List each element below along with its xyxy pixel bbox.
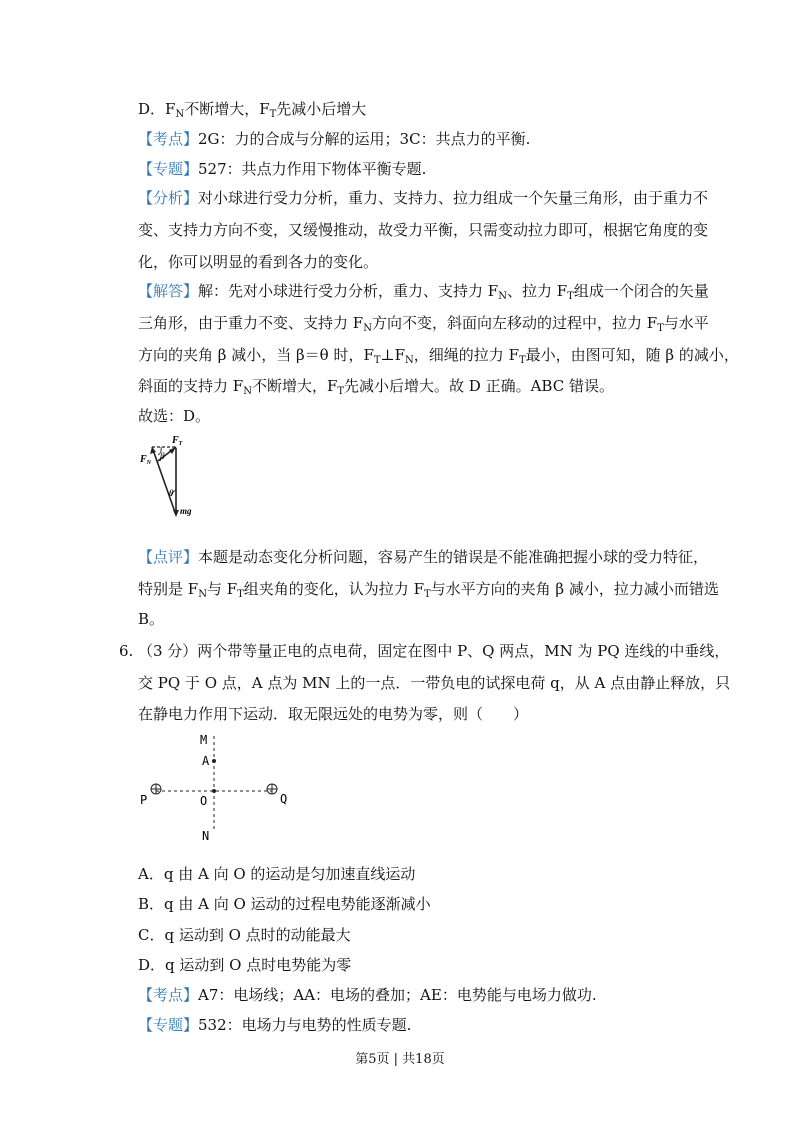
q6-option-b: B．q 由 A 向 O 运动的过程电势能逐渐减小 [138,895,431,913]
zhuanti-line: 【专题】527：共点力作用下物体平衡专题. [138,160,427,178]
jieda-line-3: 方向的夹角 β 减小，当 β＝θ 时，$F_T\perp F_N$，细绳的拉力 $F_T$最小，由图可知，随 β 的减小， [138,346,739,366]
charge-diagram [136,728,306,848]
mg-label: mg [180,506,192,516]
dianping-line-1: 【点评】本题是动态变化分析问题，容易产生的错误是不能准确把握小球的受力特征， [138,548,709,566]
q6-option-d: D．q 运动到 O 点时电势能为零 [138,956,352,974]
charge-p [151,784,161,794]
kaodian-line: 【考点】2G：力的合成与分解的运用；3C：共点力的平衡. [138,130,531,148]
label-p: P [140,793,148,807]
beta-label: β [160,451,165,461]
q6-stem-3: 在静电力作用下运动．取无限远处的电势为零，则（ ） [138,705,529,723]
label-n: N [202,829,210,843]
theta-label: θ [169,488,174,498]
q6-zhuanti-tag: 【专题】 [138,1016,199,1034]
q6-stem-1: （3 分）两个带等量正电的点电荷，固定在图中 P、Q 两点，MN 为 PQ 连线的中垂线， [138,642,730,660]
fenxi-line-2: 变、支持力方向不变，又缓慢推动，故受力平衡，只需变动拉力即可，根据它角度的变 [138,221,709,239]
point-a [212,759,216,763]
q6-option-c: C．q 运动到 O 点时的动能最大 [138,926,351,944]
q6-kaodian-line: 【考点】A7：电场线；AA：电场的叠加；AE：电势能与电场力做功. [138,986,597,1004]
charge-q [267,784,277,794]
page-footer: 第5页 | 共18页 [355,1052,445,1067]
jieda-line-1: 【解答】解：先对小球进行受力分析，重力、支持力 $F_N$、拉力 $F_T$组成一个闭合的矢量 [138,282,709,302]
fenxi-line-3: 化，你可以明显的看到各力的变化。 [138,253,379,271]
question-number: 6. [119,642,134,660]
force-triangle-figure [138,430,218,522]
q6-kaodian-tag: 【考点】 [138,986,199,1004]
q6-stem-2: 交 PQ 于 O 点，A 点为 MN 上的一点．一带负电的试探电荷 q，从 A 点由静止释放，只 [138,674,731,692]
fenxi-line-1: 【分析】对小球进行受力分析，重力、支持力、拉力组成一个矢量三角形，由于重力不 [138,189,709,207]
label-m: M [200,733,208,747]
option-d: D．$F_N$不断增大，$F_T$先减小后增大 [138,100,367,120]
dianping-line-3: B。 [138,610,165,628]
fenxi-tag: 【分析】 [138,189,199,207]
guxuan-line: 故选：D。 [138,407,211,425]
dianping-tag: 【点评】 [138,548,199,566]
fn-label: $F_N$ [140,454,152,466]
label-a: A [202,754,210,768]
label-o: O [200,794,208,808]
ft-label: $F_T$ [172,435,183,447]
kaodian-tag: 【考点】 [138,130,199,148]
jieda-tag: 【解答】 [138,282,199,300]
point-o [212,789,216,793]
dianping-line-2: 特别是 $F_N$与 $F_T$组夹角的变化，认为拉力 $F_T$与水平方向的夹角 β 减小，拉力减小而错选 [138,580,719,600]
zhuanti-tag: 【专题】 [138,160,199,178]
q6-option-a: A．q 由 A 向 O 的运动是匀加速直线运动 [138,865,416,883]
label-q: Q [280,792,288,806]
jieda-line-4: 斜面的支持力 $F_N$不断增大，$F_T$先减小后增大。故 D 正确。ABC 错误。 [138,377,614,397]
ft-arrowhead [169,447,176,454]
jieda-line-2: 三角形，由于重力不变、支持力 $F_N$方向不变，斜面向左移动的过程中，拉力 $F_T$与水平 [138,314,709,334]
q6-zhuanti-line: 【专题】532：电场力与电势的性质专题. [138,1016,412,1034]
